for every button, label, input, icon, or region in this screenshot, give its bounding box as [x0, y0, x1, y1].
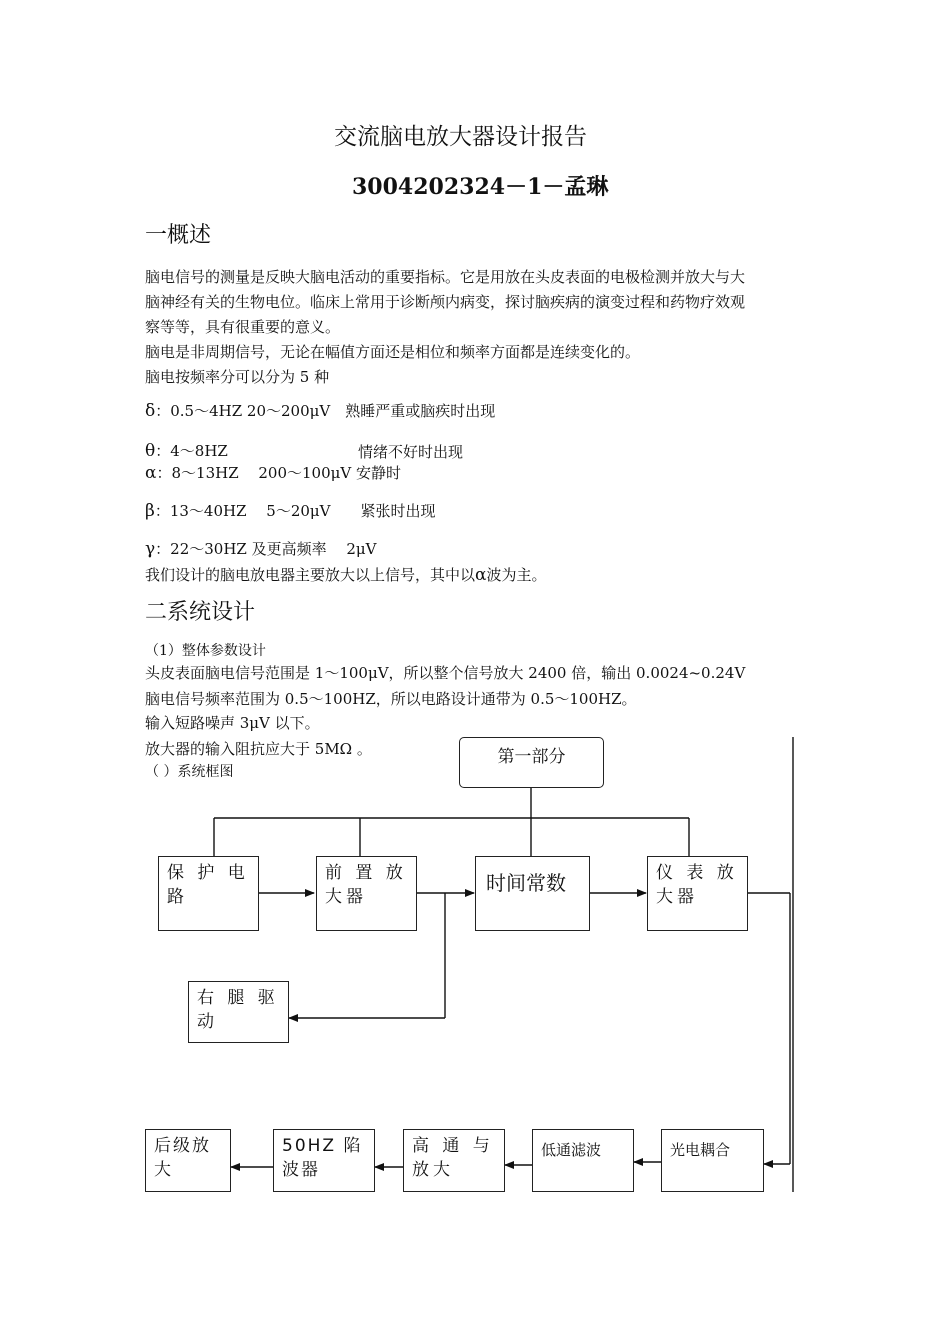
- summary-after: 波为主。: [486, 566, 547, 584]
- time-constant-box: [475, 856, 590, 931]
- wave-text: ：4～8HZ: [155, 442, 228, 460]
- section-overview-heading: 一概述: [145, 223, 212, 248]
- wave-theta-note: 情绪不好时出现: [358, 443, 464, 461]
- instrument-amp-box: [647, 856, 748, 931]
- overview-line: 脑电是非周期信号，无论在幅值方面还是相位和频率方面都是连续变化的。: [145, 343, 641, 361]
- author-line: 3004202324－1－孟琳: [352, 174, 609, 200]
- first-part-box: [459, 737, 604, 788]
- section-system-heading: 二系统设计: [145, 600, 256, 625]
- summary-symbol: α: [475, 565, 487, 585]
- overview-line: 脑电按频率分可以分为 5 种: [145, 368, 330, 386]
- wave-text: ：8～13HZ 200～100μV 安静时: [156, 464, 401, 482]
- box-label: 低通滤波: [541, 1141, 602, 1159]
- summary-before: 我们设计的脑电放电器主要放大以上信号，其中以: [145, 566, 476, 584]
- design-line: 头皮表面脑电信号范围是 1～100μV，所以整个信号放大 2400 倍，输出 0.0024~0.24V: [145, 664, 746, 682]
- overview-line: 脑神经有关的生物电位。临床上常用于诊断颅内病变，探讨脑疾病的演变过程和药物疗效观: [145, 293, 746, 311]
- box-label: 仪 表 放 大器: [656, 863, 738, 907]
- wave-symbol: β: [145, 501, 155, 521]
- overview-line: 察等等，具有很重要的意义。: [145, 318, 341, 336]
- post-amp-box: [145, 1129, 231, 1192]
- wave-text: ：0.5～4HZ 20～200μV 熟睡严重或脑疾时出现: [155, 402, 496, 420]
- protection-circuit-box: [158, 856, 259, 931]
- wave-symbol: θ: [145, 441, 156, 461]
- box-label: 高 通 与 放大: [412, 1136, 494, 1180]
- wave-text: ：22～30HZ 及更高频率 2μV: [155, 540, 377, 558]
- lowpass-filter-box: [532, 1129, 634, 1192]
- notch-filter-box: [273, 1129, 375, 1192]
- box-label: 后级放大: [154, 1136, 211, 1180]
- highpass-amp-box: [403, 1129, 505, 1192]
- box-label: 第一部分: [497, 747, 566, 767]
- design-line: 输入短路噪声 3μV 以下。: [145, 714, 320, 732]
- box-label: 前 置 放 大器: [325, 863, 407, 907]
- box-label: 光电耦合: [670, 1141, 731, 1159]
- diagram-subheading: （ ）系统框图: [145, 764, 234, 780]
- design-line: 脑电信号频率范围为 0.5～100HZ，所以电路设计通带为 0.5～100HZ。: [145, 690, 637, 708]
- preamp-box: [316, 856, 417, 931]
- optocoupler-box: [661, 1129, 764, 1192]
- box-label: 保 护 电 路: [167, 863, 249, 907]
- right-leg-drive-box: [188, 981, 289, 1043]
- page-title: 交流脑电放大器设计报告: [334, 124, 587, 150]
- wave-symbol: δ: [145, 401, 156, 421]
- box-label: 50HZ 陷 波器: [282, 1136, 363, 1180]
- design-line: 放大器的输入阻抗应大于 5MΩ 。: [145, 740, 372, 758]
- design-subheading: （1）整体参数设计: [145, 643, 266, 659]
- wave-symbol: α: [145, 463, 157, 483]
- wave-text: ：13～40HZ 5～20μV 紧张时出现: [154, 502, 436, 520]
- box-label: 右 腿 驱 动: [197, 988, 279, 1032]
- wave-symbol: γ: [145, 539, 156, 559]
- box-label: 时间常数: [486, 871, 566, 895]
- overview-line: 脑电信号的测量是反映大脑电活动的重要指标。它是用放在头皮表面的电极检测并放大与大: [145, 268, 746, 286]
